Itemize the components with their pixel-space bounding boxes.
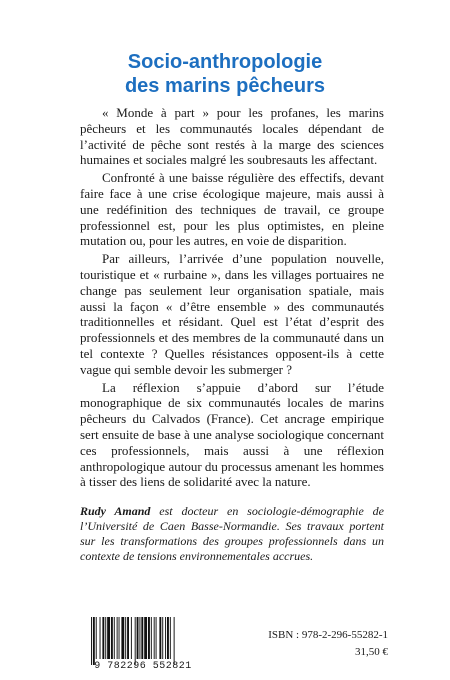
author-bio-text: est docteur en sociologie-démographie de l’Université de Caen Basse-Normandie. Ses travaux portent sur les transformations des groupes professionnels dans un contexte de tensions environnementales accrues. — [80, 504, 385, 563]
summary-paragraph-1: « Monde à part » pour les profanes, les marins pêcheurs et les communautés locales dépendant de l’activité de pêche sont restés à la marge des sciences humaines et sociales malgré les soubresauts les affectant. — [80, 105, 384, 168]
book-title — [0, 50, 450, 98]
barcode-digits: 9 782296 552821 — [94, 661, 192, 672]
author-bio — [80, 504, 384, 564]
summary-paragraph-4: La réflexion s’appuie d’abord sur l’étude monographique de six communautés locales de marins pêcheurs du Calvados (France). Cet ancrage empirique sert ensuite de base à une analyse sociologique concernant ces professionnels, mais aussi à une réflexion anthropologique autour du processus amenant les hommes à tisser des liens de solidarité avec la nature. — [80, 379, 384, 490]
barcode-bars-icon — [81, 617, 205, 665]
book-title-line-2: des marins pêcheurs — [124, 75, 326, 97]
isbn-number: ISBN : 978-2-296-55282-1 — [268, 629, 388, 641]
summary-paragraph-2: Confronté à une baisse régulière des effectifs, devant faire face à une crise écologique majeure, mais aussi à une redéfinition des techniques de travail, ce groupe professionnel est, pour les plus optimistes, en pleine mutation ou, pour les autres, en voie de disparition. — [80, 170, 384, 249]
back-cover-summary — [80, 105, 384, 492]
summary-paragraph-3: Par ailleurs, l’arrivée d’une population nouvelle, touristique et « rurbaine », dans les villages portuaires ne change pas seulement leur organisation spatiale, mais aussi la façon « d’être ensemble » des communautés traditionnelles et résidant. Quel est l’état d’esprit des professionnels et des membres de la communauté dans un tel contexte ? Quelles résistances opposent-ils à cette vague qui semble devoir les submerger ? — [80, 251, 384, 377]
book-title-line-1: Socio-anthropologie — [127, 51, 323, 73]
author-name: Rudy Amand — [80, 504, 151, 518]
barcode — [81, 617, 205, 675]
book-price: 31,50 € — [355, 646, 388, 658]
